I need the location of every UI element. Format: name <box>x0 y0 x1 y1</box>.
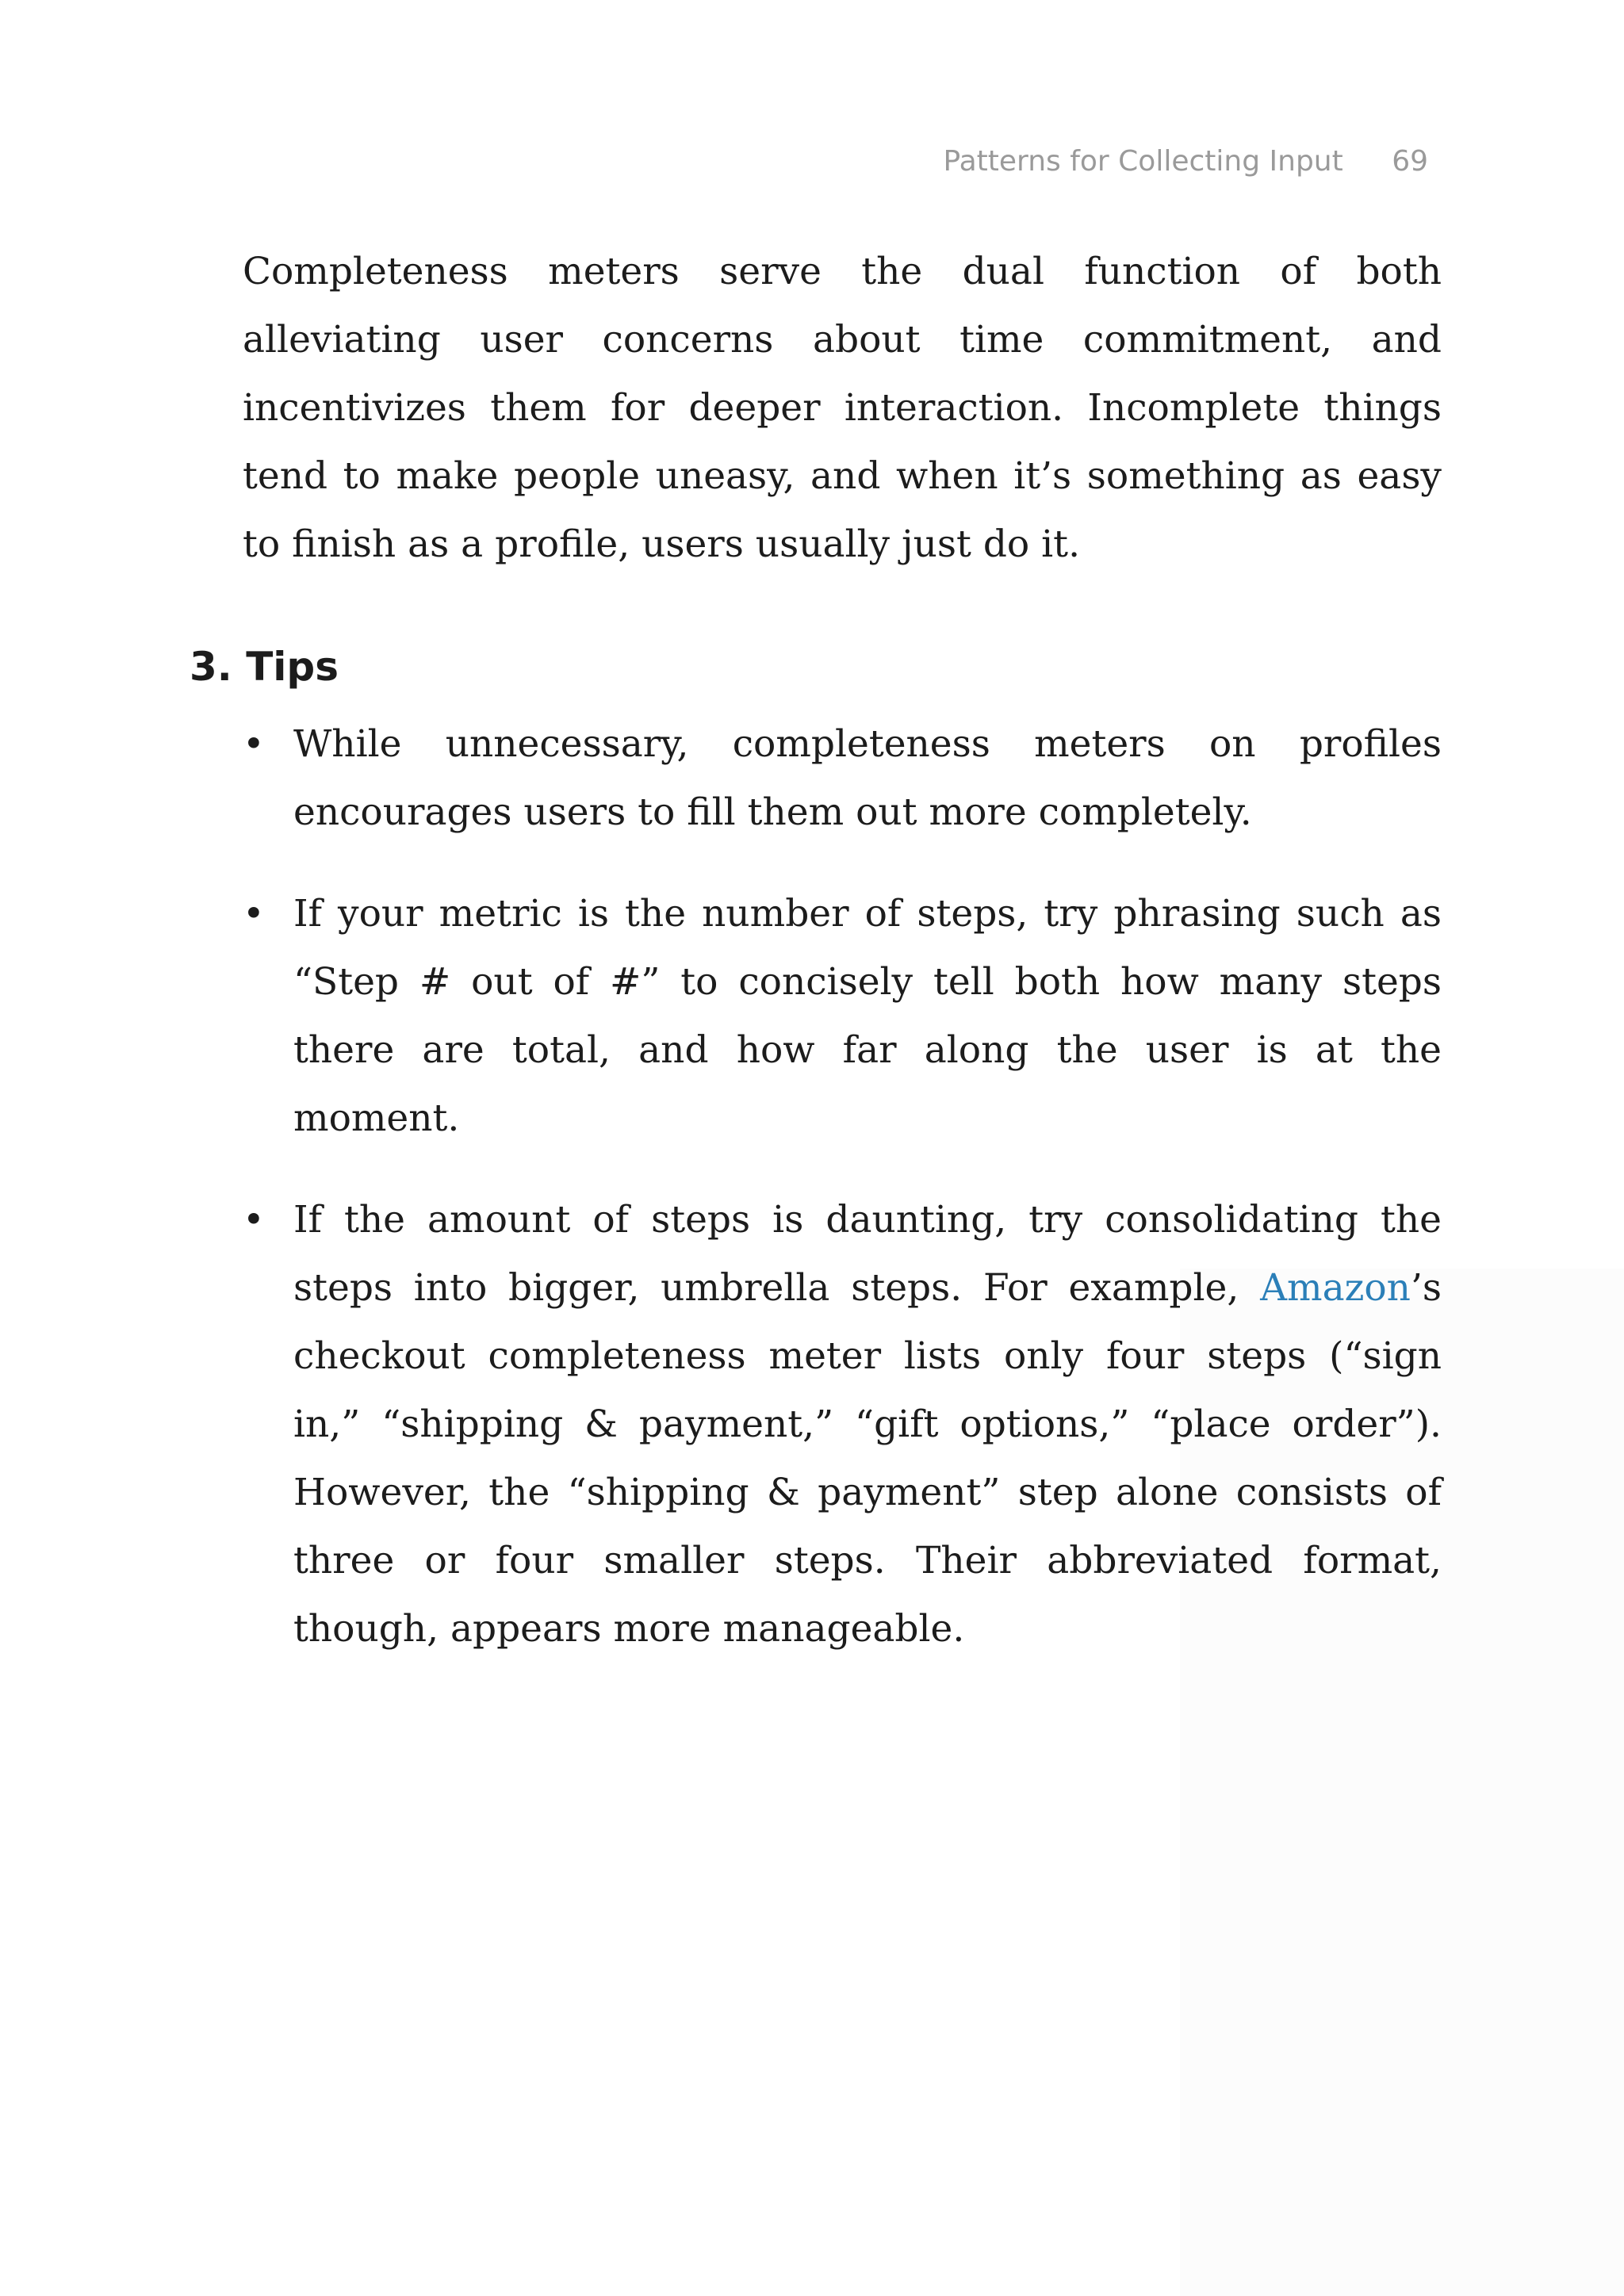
tip-text: If your metric is the number of steps, try phrasing such as “Step # out of #” to concisely tell both how many steps there are total, and how far along the user is at the moment. <box>293 892 1442 1140</box>
tip-text-after-link: ’s checkout completeness meter lists only four steps (“sign in,” “shipping & payment,” “gift options,” “place order”). However, the “shipping & payment” step alone consists of three or four smaller steps. Their abbreviated format, though, appears more manageable. <box>293 1266 1442 1651</box>
intro-block <box>243 238 1442 579</box>
running-title: Patterns for Collecting Input <box>943 145 1343 178</box>
amazon-link[interactable]: Amazon <box>1260 1266 1411 1310</box>
tip-item <box>243 710 1442 847</box>
tip-text-before-link: If the amount of steps is daunting, try consolidating the steps into bigger, umbrella steps. For example, <box>293 1198 1442 1310</box>
tip-item <box>243 880 1442 1153</box>
running-head <box>944 145 1428 178</box>
intro-paragraph: Completeness meters serve the dual function of both alleviating user concerns about time commitment, and incentivizes them for deeper interaction. Incomplete things tend to make people uneasy, and when it’s something as easy to finish as a profile, users usually just do it. <box>243 250 1442 566</box>
section-heading: 3. Tips <box>190 644 339 690</box>
tip-text: While unnecessary, completeness meters on profiles encourages users to fill them out more completely. <box>293 722 1442 834</box>
tip-item <box>243 1186 1442 1663</box>
bullet-icon: • <box>243 722 265 766</box>
page-number: 69 <box>1392 145 1428 178</box>
tips-list <box>243 710 1442 1697</box>
bullet-icon: • <box>243 892 265 936</box>
bullet-icon: • <box>243 1198 265 1242</box>
